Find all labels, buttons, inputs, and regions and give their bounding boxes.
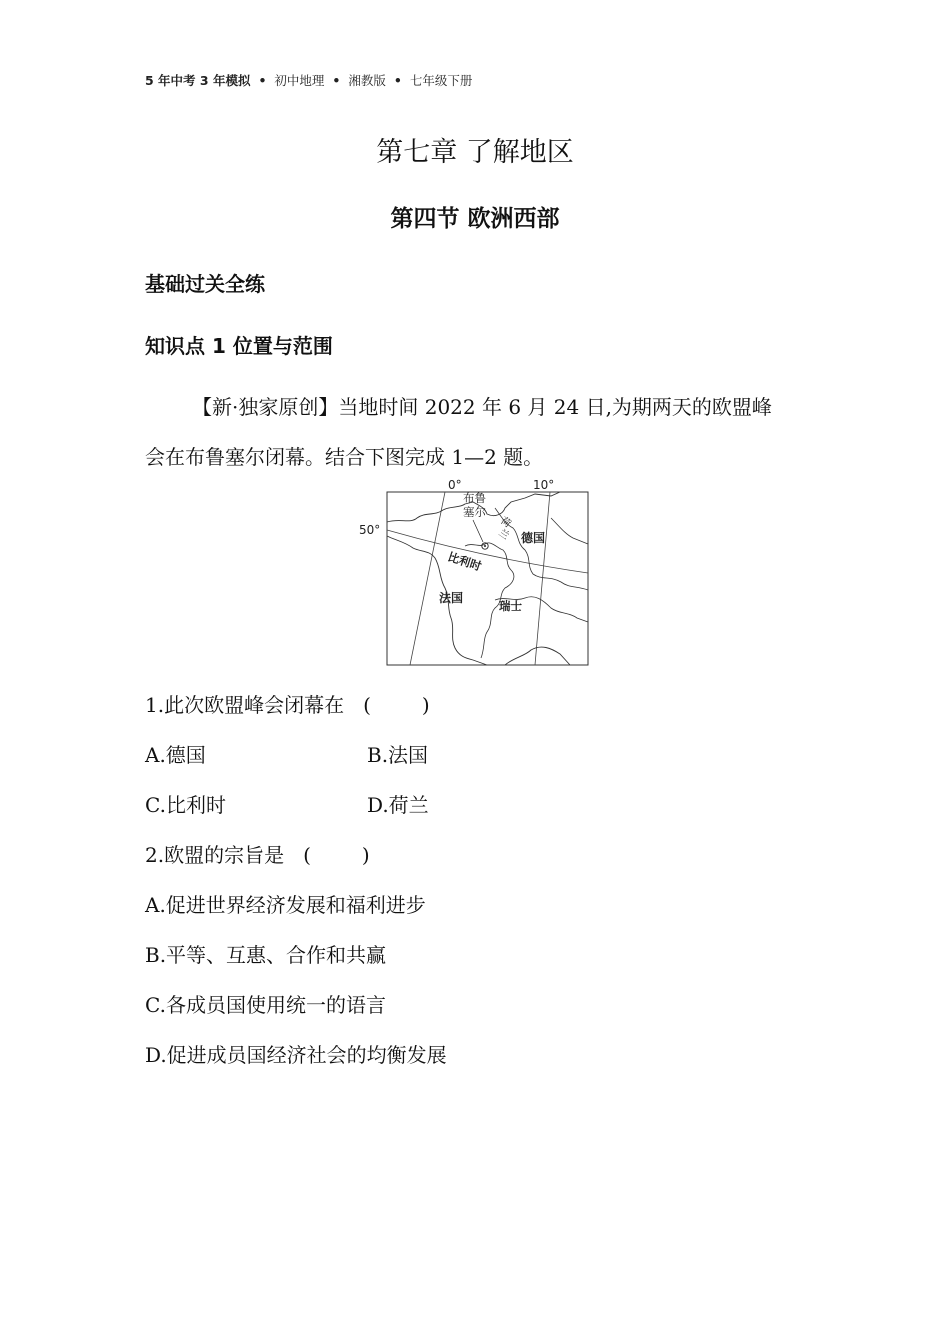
intro-line-1: 【新·独家原创】当地时间 2022 年 6 月 24 日,为期两天的欧盟峰 <box>192 395 772 419</box>
belgium-label: 比利时 <box>446 549 484 574</box>
book-subject: 初中地理 <box>274 73 325 88</box>
header-separator: • <box>258 73 267 88</box>
question-2-option-c: C.各成员国使用统一的语言 <box>145 993 386 1017</box>
lon-10-label: 10° <box>533 478 555 492</box>
knowledge-point-title: 知识点 1 位置与范围 <box>145 334 333 358</box>
question-2-option-b: B.平等、互惠、合作和共赢 <box>145 943 387 967</box>
intro-line-2: 会在布鲁塞尔闭幕。结合下图完成 1—2 题。 <box>145 445 544 469</box>
france-label: 法国 <box>439 591 464 605</box>
switzerland-label: 瑞士 <box>499 599 522 613</box>
lat-50-label: 50° <box>359 523 381 537</box>
brussels-dot <box>484 545 486 547</box>
book-brand: 5 年中考 3 年模拟 <box>145 73 251 88</box>
germany-label: 德国 <box>521 531 546 545</box>
netherlands-label-1: 荷 <box>498 515 513 531</box>
question-2-option-d: D.促进成员国经济社会的均衡发展 <box>145 1043 447 1067</box>
page-header <box>145 71 472 89</box>
question-2-option-a: A.促进世界经济发展和福利进步 <box>145 893 426 917</box>
book-grade: 七年级下册 <box>409 73 473 88</box>
question-1-option-d: D.荷兰 <box>367 793 429 817</box>
book-edition: 湘教版 <box>348 73 386 88</box>
brussels-label-2: 塞尔 <box>463 505 486 519</box>
header-separator: • <box>393 73 402 88</box>
section-title: 第四节 欧洲西部 <box>390 206 560 232</box>
question-2-stem: 2.欧盟的宗旨是 ( ) <box>145 843 370 867</box>
practice-title: 基础过关全练 <box>145 272 265 296</box>
question-1-option-c: C.比利时 <box>145 793 226 817</box>
brussels-label-1: 布鲁 <box>463 491 486 505</box>
question-1-option-b: B.法国 <box>367 743 429 767</box>
chapter-title: 第七章 了解地区 <box>376 137 574 168</box>
netherlands-label-2: 兰 <box>496 527 511 543</box>
lon-0-label: 0° <box>448 478 462 492</box>
question-1-stem: 1.此次欧盟峰会闭幕在 ( ) <box>145 693 430 717</box>
question-1-option-a: A.德国 <box>145 743 206 767</box>
europe-west-map <box>355 478 595 670</box>
header-separator: • <box>332 73 341 88</box>
